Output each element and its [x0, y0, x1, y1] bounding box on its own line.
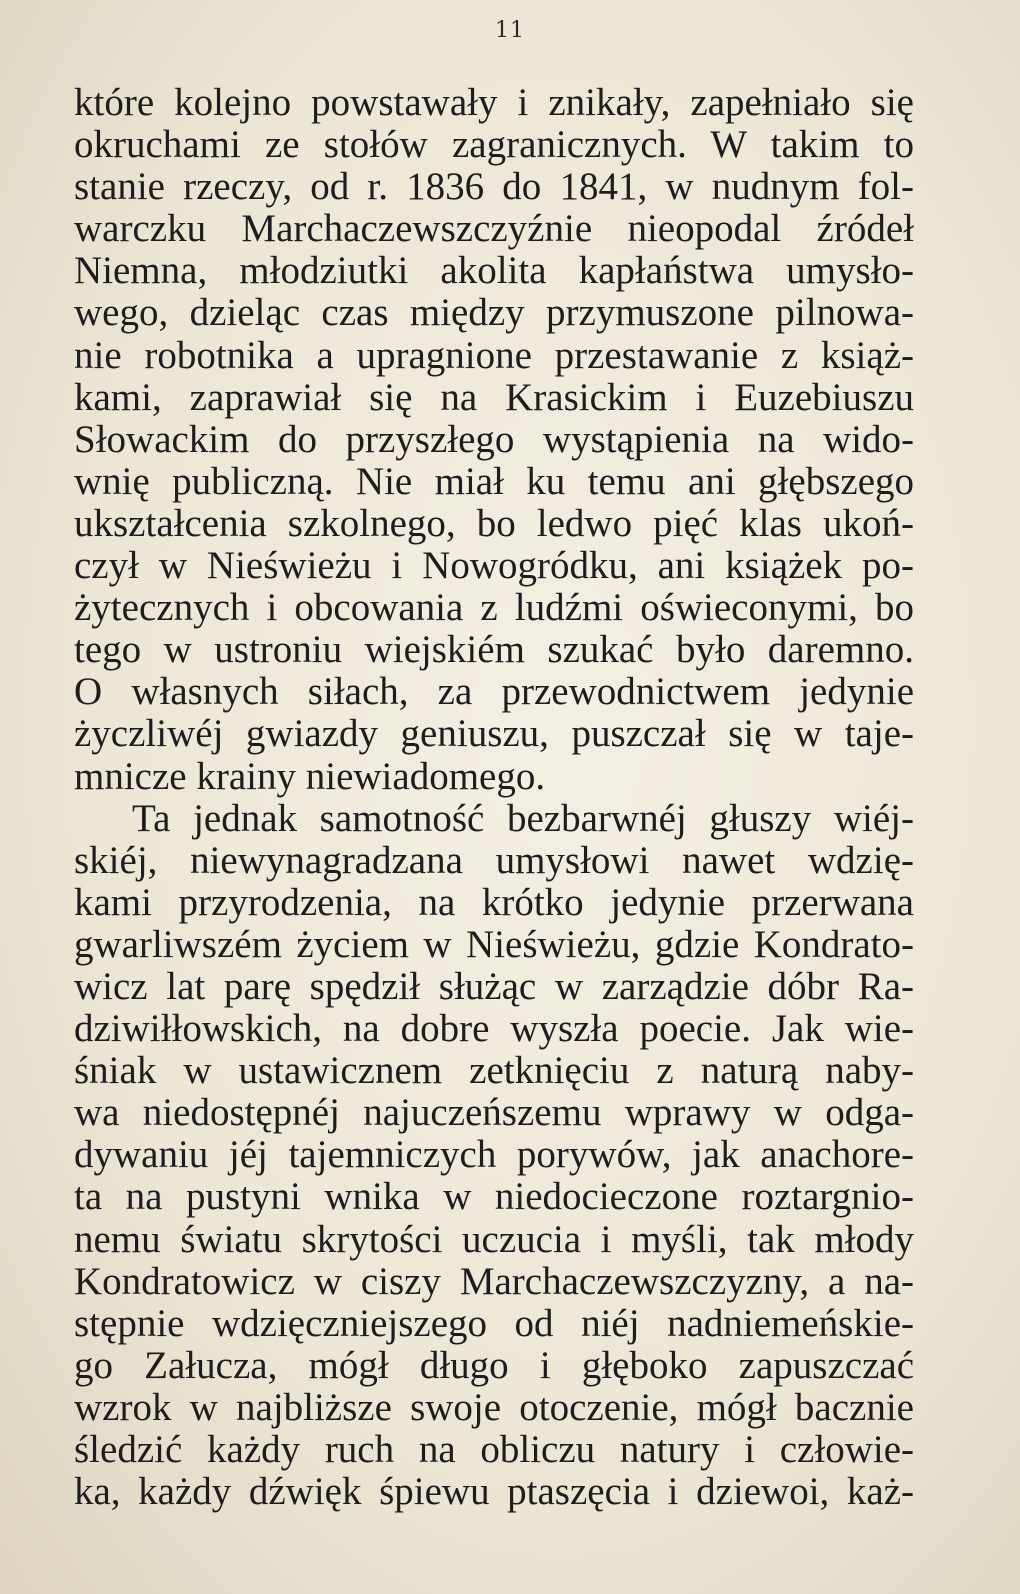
text-line: go Załucza, mógł długo i głęboko zapuszczać: [74, 1343, 914, 1387]
text-line: stępnie wdzięczniejszego od niéj nadniemeńskie-: [74, 1301, 914, 1345]
text-line: nie robotnika a upragnione przestawanie z książ-: [74, 333, 914, 377]
text-line: wego, dzieląc czas między przymuszone pilnowa-: [74, 291, 914, 335]
body-text: [74, 82, 914, 1513]
text-line: tego w ustroniu wiejskiém szukać było daremno.: [74, 628, 914, 672]
text-line: warczku Marchaczewszczyźnie nieopodal źródeł: [74, 207, 914, 251]
text-line: mnicze krainy niewiadomego.: [74, 754, 546, 798]
text-line: wnię publiczną. Nie miał ku temu ani głębszego: [74, 459, 914, 503]
text-line: życzliwéj gwiazdy geniuszu, puszczał się w taje-: [74, 712, 914, 756]
text-line: nemu światu skrytości uczucia i myśli, tak młody: [74, 1217, 914, 1261]
text-line: śledzić każdy ruch na obliczu natury i człowie-: [74, 1428, 914, 1471]
text-line: wa niedostępnéj najuczeńszemu wprawy w odga-: [74, 1091, 914, 1135]
text-line: wicz lat parę spędził służąc w zarządzie dóbr Ra-: [74, 964, 914, 1008]
text-line: ta na pustyni wnika w niedocieczone roztargnio-: [74, 1175, 914, 1219]
paragraph-first-line: Ta jednak samotność bezbarwnéj głuszy wiéj-: [132, 796, 914, 840]
text-line: śniak w ustawicznem zetknięciu z naturą naby-: [74, 1049, 914, 1093]
text-line: Niemna, młodziutki akolita kapłaństwa umysło-: [74, 249, 914, 293]
text-line: ka, każdy dźwięk śpiewu ptaszęcia i dziewoi, każ-: [74, 1470, 914, 1514]
text-line: kami przyrodzenia, na krótko jedynie przerwana: [74, 880, 914, 924]
text-line: ukształcenia szkolnego, bo ledwo pięć klas ukoń-: [74, 501, 914, 545]
text-line: O własnych siłach, za przewodnictwem jedynie: [74, 670, 914, 714]
text-line: Słowackim do przyszłego wystąpienia na wido-: [74, 417, 914, 461]
text-line: żytecznych i obcowania z ludźmi oświeconymi, bo: [74, 586, 914, 630]
text-line: okruchami ze stołów zagranicznych. W takim to: [74, 123, 914, 167]
text-line: wzrok w najbliższe swoje otoczenie, mógł bacznie: [74, 1385, 914, 1429]
text-line: czył w Nieświeżu i Nowogródku, ani książek po-: [74, 544, 914, 588]
text-line: kami, zaprawiał się na Krasickim i Euzebiuszu: [74, 375, 914, 419]
page-number: 11: [495, 18, 525, 43]
text-line: które kolejno powstawały i znikały, zapełniało się: [74, 81, 914, 124]
text-line: Kondratowicz w ciszy Marchaczewszczyzny, a na-: [74, 1259, 914, 1303]
text-line: skiéj, niewynagradzana umysłowi nawet wdzię-: [74, 838, 914, 882]
text-line: gwarliwszém życiem w Nieświeżu, gdzie Kondrato-: [74, 922, 914, 966]
text-line: dziwiłłowskich, na dobre wyszła poecie. Jak wie-: [74, 1007, 914, 1051]
text-line: stanie rzeczy, od r. 1836 do 1841, w nudnym fol-: [74, 165, 914, 209]
text-line: dywaniu jéj tajemniczych porywów, jak anachore-: [74, 1133, 914, 1177]
